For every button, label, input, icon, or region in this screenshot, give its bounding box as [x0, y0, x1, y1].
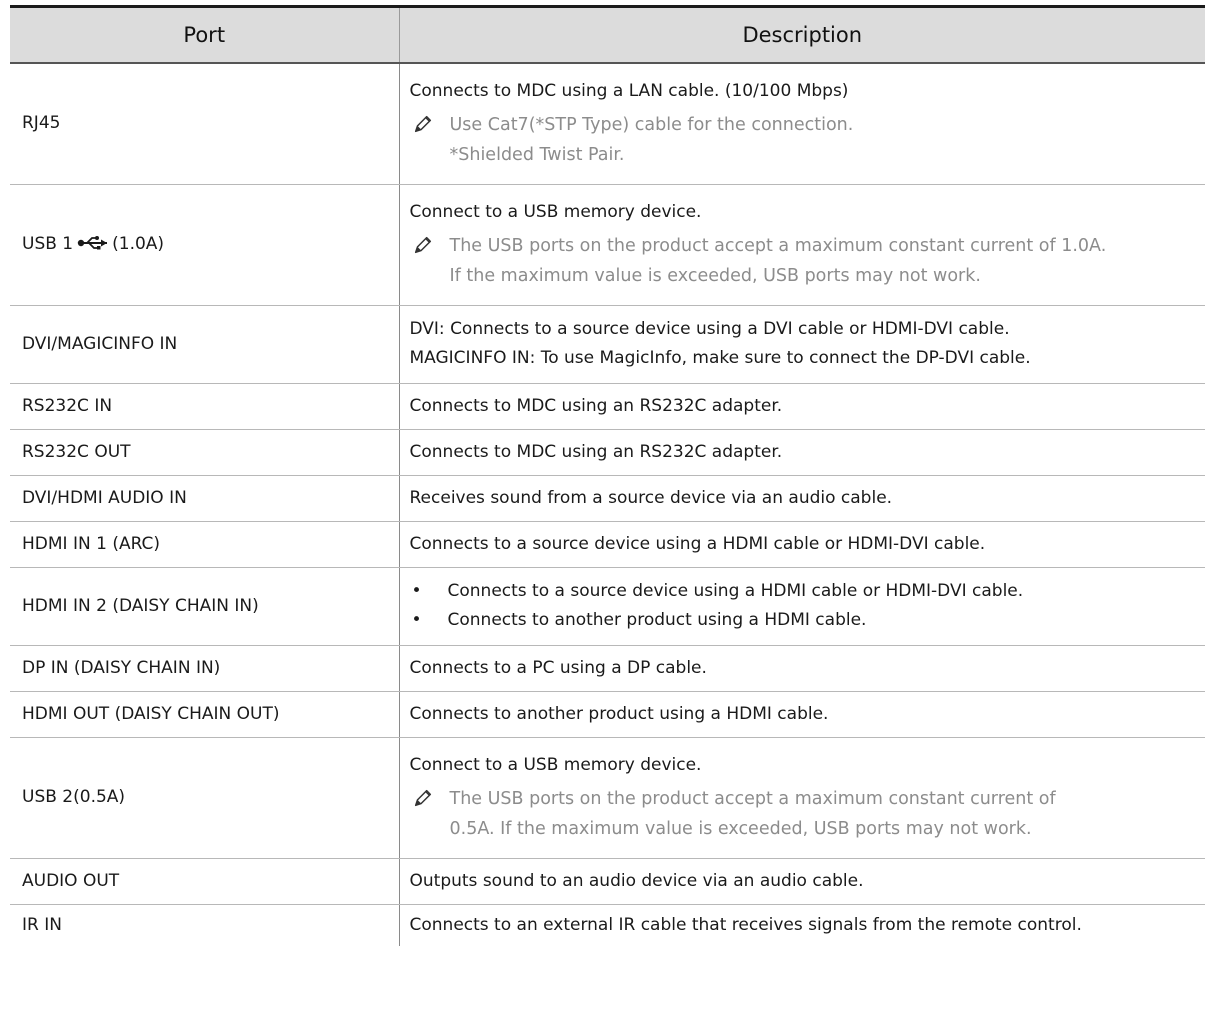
description-line: Connect to a USB memory device. — [409, 202, 702, 222]
table-row-rs232c-out — [10, 429, 1205, 475]
header-port: Port — [10, 7, 399, 64]
description-line: DVI: Connects to a source device using a DVI cable or HDMI-DVI cable. — [409, 319, 1010, 339]
note-line: If the maximum value is exceeded, USB ports may not work. — [449, 266, 981, 286]
description-line: Connects to MDC using an RS232C adapter. — [409, 395, 783, 416]
table-row-hdmi-in-2 — [10, 567, 1205, 645]
note-line: The USB ports on the product accept a maximum constant current of — [449, 789, 1056, 809]
pencil-note-icon — [412, 787, 434, 809]
table-row-dvi-magicinfo-in — [10, 305, 1205, 383]
table-row-hdmi-out — [10, 691, 1205, 737]
description-cell — [399, 383, 1205, 429]
description-cell — [399, 305, 1205, 383]
description-cell — [399, 521, 1205, 567]
port-cell: RS232C OUT — [10, 429, 399, 475]
description-cell — [399, 567, 1205, 645]
note-line: 0.5A. If the maximum value is exceeded, USB ports may not work. — [449, 819, 1032, 839]
port-cell: RJ45 — [10, 63, 399, 184]
description-line: Receives sound from a source device via an audio cable. — [409, 487, 893, 508]
port-cell: HDMI IN 1 (ARC) — [10, 521, 399, 567]
description-line: Connects to an external IR cable that receives signals from the remote control. — [409, 914, 1082, 935]
pencil-note-icon — [412, 113, 434, 135]
description-cell — [399, 737, 1205, 858]
description-cell — [399, 645, 1205, 691]
note-line: *Shielded Twist Pair. — [449, 145, 625, 166]
port-cell — [10, 184, 399, 305]
port-label-prefix: USB 1 — [22, 234, 74, 254]
table-row-hdmi-in-1 — [10, 521, 1205, 567]
port-cell: AUDIO OUT — [10, 858, 399, 904]
description-cell — [399, 184, 1205, 305]
port-cell: USB 2(0.5A) — [10, 737, 399, 858]
table-row-dp-in — [10, 645, 1205, 691]
table-row-ir-in — [10, 904, 1205, 946]
bullet-item: • Connects to a source device using a HDMI cable or HDMI-DVI cable. — [410, 577, 1202, 606]
description-cell — [399, 429, 1205, 475]
description-line: Connects to a PC using a DP cable. — [409, 657, 707, 678]
table-row-usb-2 — [10, 737, 1205, 858]
table-header-row — [10, 7, 1205, 64]
table-row-audio-out — [10, 858, 1205, 904]
description-cell — [399, 475, 1205, 521]
description-cell — [399, 691, 1205, 737]
port-description-table — [10, 5, 1205, 946]
port-cell: DVI/HDMI AUDIO IN — [10, 475, 399, 521]
description-line: Connects to another product using a HDMI cable. — [409, 703, 829, 724]
note — [410, 110, 1202, 170]
note-line: Use Cat7(*STP Type) cable for the connection. — [449, 115, 854, 136]
pencil-note-icon — [412, 234, 434, 256]
bullet-item: • Connects to another product using a HDMI cable. — [410, 606, 1202, 635]
description-line: Connects to MDC using an RS232C adapter. — [409, 441, 783, 462]
port-cell: HDMI OUT (DAISY CHAIN OUT) — [10, 691, 399, 737]
usb-icon — [77, 235, 111, 251]
note — [410, 231, 1202, 291]
note-line: The USB ports on the product accept a maximum constant current of 1.0A. — [449, 236, 1107, 256]
port-label-suffix: (1.0A) — [112, 234, 165, 254]
description-line: Connect to a USB memory device. — [409, 755, 702, 775]
description-line: MAGICINFO IN: To use MagicInfo, make sure to connect the DP-DVI cable. — [409, 348, 1031, 368]
note — [410, 784, 1202, 844]
description-line: Connects to a source device using a HDMI cable or HDMI-DVI cable. — [409, 533, 986, 554]
port-cell: HDMI IN 2 (DAISY CHAIN IN) — [10, 567, 399, 645]
port-cell: DP IN (DAISY CHAIN IN) — [10, 645, 399, 691]
port-cell: IR IN — [10, 904, 399, 946]
port-cell: RS232C IN — [10, 383, 399, 429]
description-line: Connects to MDC using a LAN cable. (10/100 Mbps) — [409, 81, 849, 102]
table-row-rj45 — [10, 63, 1205, 184]
table-row-rs232c-in — [10, 383, 1205, 429]
description-line: Outputs sound to an audio device via an audio cable. — [409, 870, 864, 891]
table-row-usb-1 — [10, 184, 1205, 305]
description-cell — [399, 904, 1205, 946]
description-cell — [399, 63, 1205, 184]
description-cell — [399, 858, 1205, 904]
header-description: Description — [399, 7, 1205, 64]
port-cell: DVI/MAGICINFO IN — [10, 305, 399, 383]
table-row-dvi-hdmi-audio-in — [10, 475, 1205, 521]
